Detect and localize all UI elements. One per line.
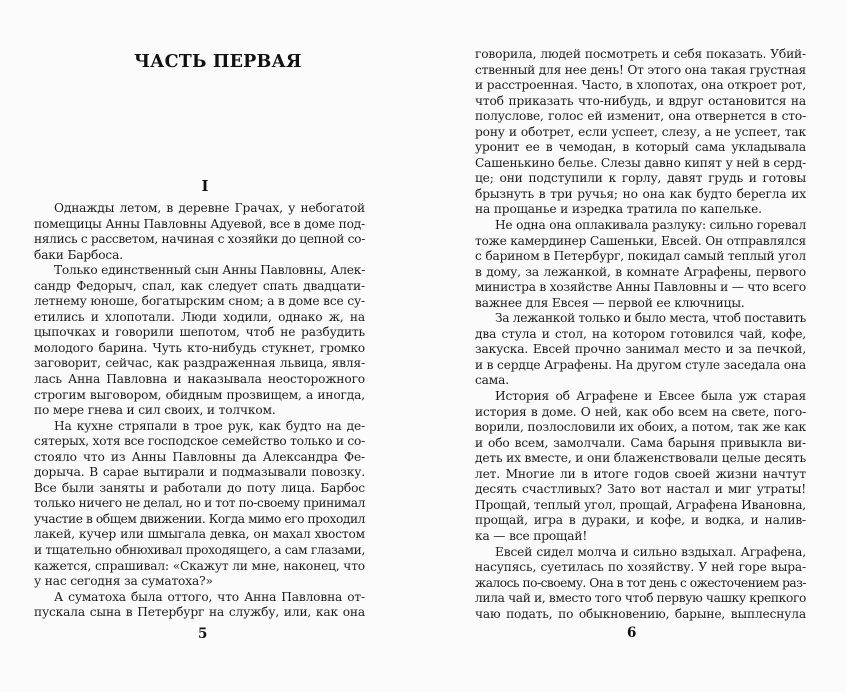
text-line: по мере гнева и сил своих, и толчком. (34, 403, 276, 418)
text-line: цыпочках и говорили шепотом, чтоб не разбудить (34, 325, 365, 340)
text-line: в дому, за лежанкой, в комнате Аграфены, первого (475, 264, 806, 279)
text-line: на прощанье и изредка тратила по капельке. (475, 202, 762, 217)
text-line: брызнуть в три ручья; но она как будто берегла их (475, 186, 806, 201)
text-line: Однажды летом, в деревне Грачах, у небогатой (54, 201, 365, 215)
text-line: строгим выговором, обидным прозвищем, а иногда, (34, 387, 365, 402)
text-line: нялись с рассветом, начиная с хозяйки до цепной со- (34, 232, 365, 247)
text-line: говорила, людей посмотреть и себя показать. Убий- (475, 47, 806, 61)
text-line: це; они подступили к горлу, давят грудь и готовы (475, 171, 806, 186)
text-line: и расстроенная. Часто, в хлопотах, она откроет рот, (475, 78, 806, 93)
text-line: ворили, позлословили их обоих, а потом, так же как (475, 420, 806, 435)
text-line: Евсей сидел молча и сильно вздыхал. Аграфена, (495, 544, 806, 559)
text-line: важнее для Евсея — первой ее ключницы. (475, 295, 745, 310)
right-page-text (475, 47, 806, 622)
text-line: и в сердце Аграфены. На другом стуле заседала она (475, 357, 806, 372)
text-line: А суматоха была оттого, что Анна Павловна от- (54, 589, 365, 604)
text-line: Прощай, теплый угол, прощай, Аграфена Ивановна, (475, 497, 806, 512)
text-line: кажется, спрашивал: «Скажут ли мне, наконец, что (34, 558, 365, 573)
text-line: министра в хозяйстве Анны Павловны и — что всего (475, 280, 806, 295)
text-line: ственный для нее день! От этого она такая грустная (475, 62, 806, 77)
text-line: жалось по-своему. Она в тот день с ожесточением раз- (475, 575, 806, 590)
text-line: прощай, игра в дураки, и кофе, и водка, и налив- (475, 513, 806, 528)
text-line: молодого барина. Чуть кто-нибудь стукнет, громко (34, 340, 365, 355)
text-line: лет. Многие ли в итоге годов своей жизни начтут (475, 466, 806, 481)
text-line: дорыча. В сарае вытирали и подмазывали повозку. (34, 465, 365, 480)
text-line: сандр Федорыч, спал, как следует спать двадцати- (34, 278, 365, 293)
text-line: чтоб приказать что-нибудь, и вдруг остановится на (475, 93, 806, 108)
text-line: История об Аграфене и Евсее была уж старая (495, 389, 806, 404)
text-line: Не одна она оплакивала разлуку: сильно горевал (495, 218, 806, 233)
text-line: участие в общем движении. Когда мимо его проходил (34, 511, 365, 526)
text-line: два стула и стол, на котором готовился чай, кофе, (475, 326, 806, 341)
page-number-left: 5 (198, 626, 208, 642)
text-line: полуслове, голос ей изменит, она отвернется в сто- (475, 109, 806, 124)
text-line: с барином в Петербург, покидал самый теплый угол (475, 249, 806, 264)
right-page (423, 0, 846, 692)
text-line: Сашенькино белье. Слезы давно кипят у ней в серд- (475, 155, 806, 170)
left-page-text (34, 201, 365, 621)
text-line: и тщательно обнюхивал проходящего, а сам глазами, (34, 543, 365, 558)
text-line: баки Барбоса. (34, 247, 123, 262)
text-line: лила чай и, вместо того чтоб первую чашку крепкого (475, 591, 806, 606)
chapter-number: I (201, 177, 209, 195)
text-line: и обо всем, замолчали. Сама барыня привыкла ви- (475, 435, 806, 450)
text-line: у нас сегодня за суматоха?» (34, 574, 213, 589)
text-line: сятерых, хотя все господское семейство только и со- (34, 434, 365, 449)
text-line: ка — все прощай! (475, 528, 588, 543)
text-line: тоже камердинер Сашеньки, Евсей. Он отправлялся (475, 233, 806, 248)
text-line: помещицы Анны Павловны Адуевой, все в доме под- (34, 216, 365, 231)
text-line: десять счастливых? Зато вот настал и миг утраты! (475, 482, 806, 497)
text-line: история в доме. О ней, как обо всем на свете, пого- (475, 404, 806, 419)
text-line: деть их вместе, и они блаженствовали целые десять (475, 451, 806, 466)
text-line: рону и оботрет, если успеет, слезу, а не успеет, так (475, 124, 806, 139)
text-line: стояло что из Анны Павловны да Александра Фе- (34, 449, 365, 464)
text-line: лась Анна Павловна и наказывала неосторожного (34, 372, 365, 387)
text-line: чаю подать, по обыкновению, барыне, выплеснула (475, 606, 806, 621)
text-line: сама. (475, 373, 509, 388)
text-line: летнему юноше, богатырским сном; а в доме все су- (34, 294, 365, 309)
text-line: пускала сына в Петербург на службу, или, как она (34, 605, 365, 620)
text-line: насупясь, суетилась по хозяйству. У ней горе выра- (475, 560, 806, 575)
text-line: уронит ее в чемодан, в который сама укладывала (475, 140, 806, 155)
text-line: только ничего не делал, но и тот по-своему принимал (34, 496, 365, 511)
part-title: ЧАСТЬ ПЕРВАЯ (134, 52, 302, 72)
text-line: закуска. Евсей прочно занимал место и за печкой, (475, 342, 806, 357)
text-line: За лежанкой только и было места, чтоб поставить (495, 311, 806, 326)
text-line: Все были заняты и работали до поту лица. Барбос (34, 480, 365, 495)
page-number-right: 6 (627, 625, 637, 641)
text-line: На кухне стряпали в трое рук, как будто на де- (54, 418, 365, 433)
text-line: лакей, кучер или шмыгала девка, он махал хвостом (34, 527, 365, 542)
text-line: етились и хлопотали. Люди ходили, однако ж, на (34, 309, 365, 324)
text-line: заговорит, сейчас, как раздраженная львица, явля- (34, 356, 365, 371)
text-line: Только единственный сын Анны Павловны, Алек- (54, 263, 365, 278)
